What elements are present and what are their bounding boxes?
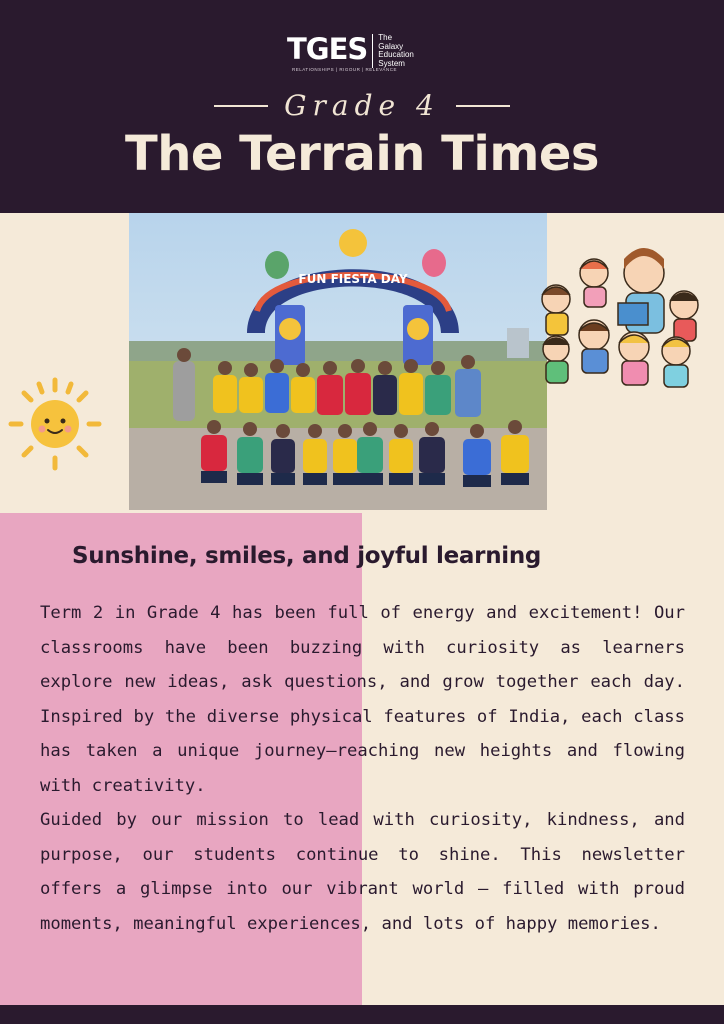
grade-label: Grade 4 <box>284 89 440 122</box>
grade-rule-right <box>456 105 510 107</box>
kids-reading-illustration <box>534 243 710 399</box>
class-photo <box>129 213 547 510</box>
logo-wordmark <box>378 34 414 68</box>
grade-rule-left <box>214 105 268 107</box>
article-paragraph: Guided by our mission to lead with curiosity, kindness, and purpose, our students continue to shine. This newsletter offers a glimpse into our vibrant world — filled with proud moments, meaningful experiences, and lots of happy memories. <box>40 810 685 934</box>
logo-divider <box>372 34 373 68</box>
kids-reading-icon <box>534 243 710 399</box>
sun-icon <box>3 374 107 474</box>
masthead <box>0 0 724 213</box>
logo-mark: TGES <box>287 32 368 66</box>
arch-sign: FUN FIESTA DAY <box>298 272 408 286</box>
grade-row <box>0 88 724 124</box>
article-heading: Sunshine, smiles, and joyful learning <box>72 543 542 569</box>
logo-line: The <box>378 33 393 42</box>
photo-illustration <box>129 213 547 510</box>
logo-line: System <box>378 58 405 68</box>
logo-line: Education <box>378 50 414 59</box>
article-paragraph: Term 2 in Grade 4 has been full of energy and excitement! Our classrooms have been buzzing with curiosity as learners explore new ideas, ask questions, and grow together each day. Inspired by the diverse physical features of India, each class has taken a unique journey—reaching new heights and flowing with creativity. <box>40 603 685 796</box>
article-body <box>40 596 685 941</box>
logo-tagline: RELATIONSHIPS | RIGOUR | RELEVANCE <box>292 67 397 72</box>
tges-logo <box>287 34 414 68</box>
logo-line: Galaxy <box>378 41 404 51</box>
sun-illustration <box>3 374 107 474</box>
footer-bar <box>0 1005 724 1024</box>
newsletter-title: The Terrain Times <box>124 126 599 182</box>
